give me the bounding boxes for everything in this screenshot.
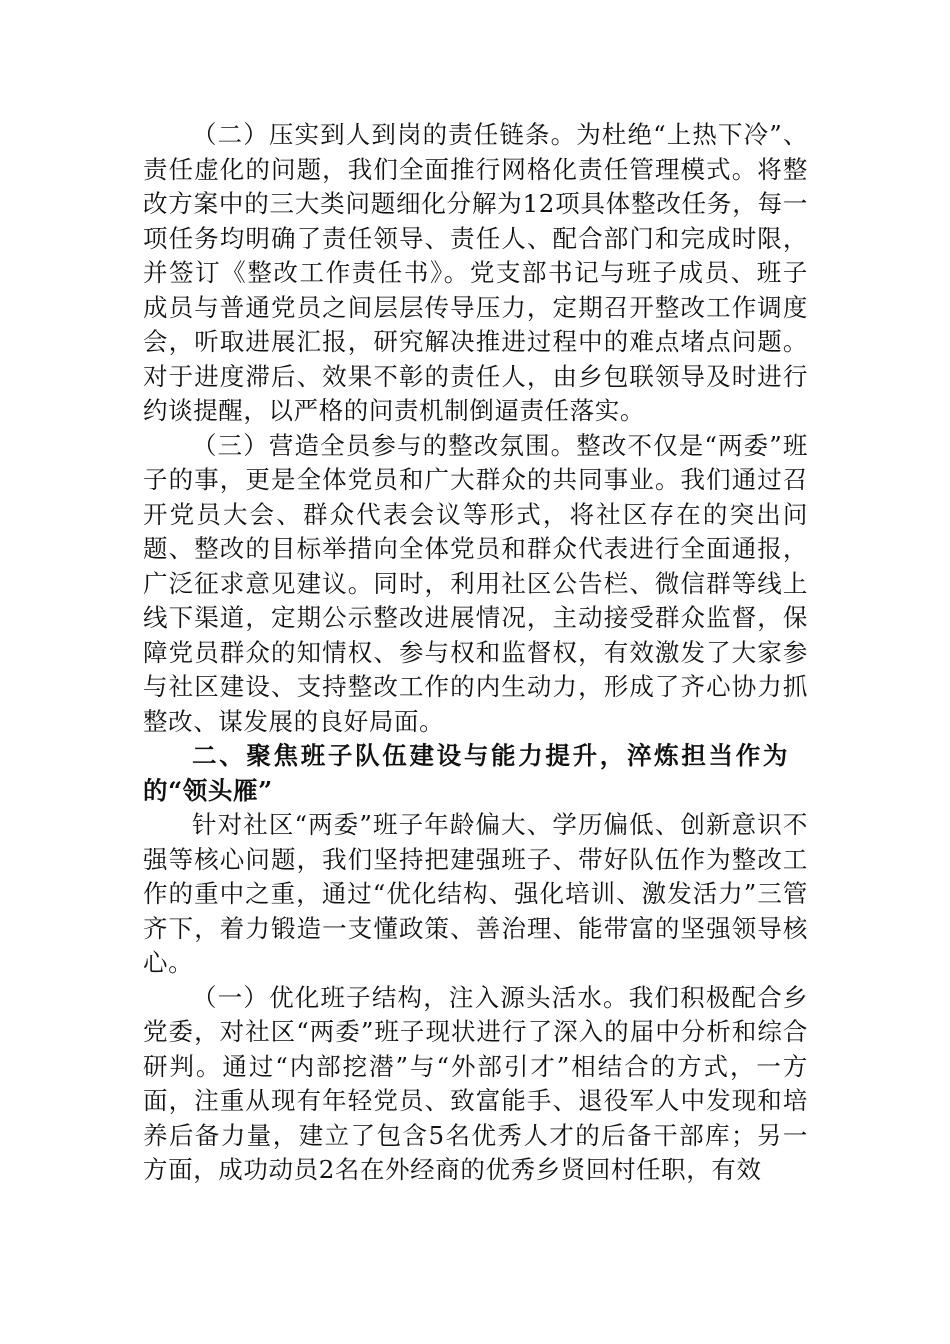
paragraph-responsibility-chain: （二）压实到人到岗的责任链条。为杜绝“上热下冷”、责任虚化的问题，我们全面推行网格化责任管理模式。将整改方案中的三大类问题细化分解为12项具体整改任务，每一项任务均明确了责任领导、责任人、配合部门和完成时限，并签订《整改工作责任书》。党支部书记与班子成员、班子成员与普通党员之间层层传导压力，定期召开整改工作调度会，听取进展汇报，研究解决推进过程中的难点堵点问题。对于进度滞后、效果不彰的责任人，由乡包联领导及时进行约谈提醒，以严格的问责机制倒逼责任落实。 <box>143 120 808 425</box>
document-body <box>143 118 808 1188</box>
paragraph-optimize-structure: （一）优化班子结构，注入源头活水。我们积极配合乡党委，对社区“两委”班子现状进行了深入的届中分析和综合研判。通过“内部挖潜”与“外部引才”相结合的方式，一方面，注重从现有年轻党员、致富能手、退役军人中发现和培养后备力量，建立了包含5名优秀人才的后备干部库；另一方面，成功动员2名在外经商的优秀乡贤回村任职，有效 <box>143 982 808 1184</box>
section-heading: 二、聚焦班子队伍建设与能力提升，淬炼担当作为的“领头雁” <box>143 741 788 805</box>
paragraph-participation-atmosphere: （三）营造全员参与的整改氛围。整改不仅是“两委”班子的事，更是全体党员和广大群众的共同事业。我们通过召开党员大会、群众代表会议等形式，将社区存在的突出问题、整改的目标举措向全体党员和群众代表进行全面通报，广泛征求意见建议。同时，利用社区公告栏、微信群等线上线下渠道，定期公示整改进展情况，主动接受群众监督，保障党员群众的知情权、参与权和监督权，有效激发了大家参与社区建设、支持整改工作的内生动力，形成了齐心协力抓整改、谋发展的良好局面。 <box>143 430 808 736</box>
paragraph-section-intro: 针对社区“两委”班子年龄偏大、学历偏低、创新意识不强等核心问题，我们坚持把建强班子、带好队伍作为整改工作的重中之重，通过“优化结构、强化培训、激发活力”三管齐下，着力锻造一支懂政策、善治理、能带富的坚强领导核心。 <box>143 810 808 977</box>
